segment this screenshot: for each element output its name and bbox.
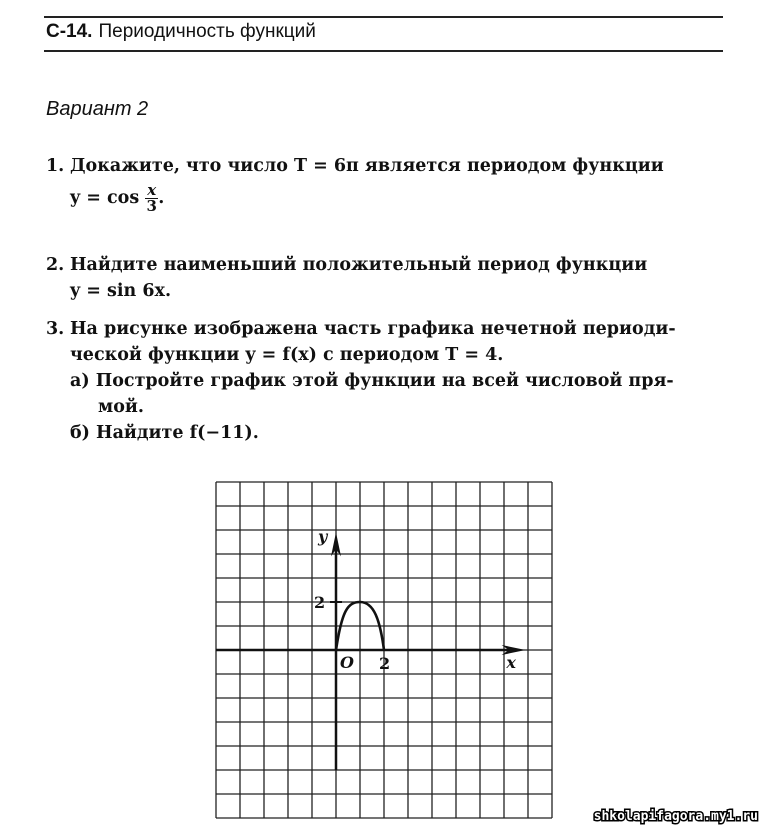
task-formula: y = cos $\frac{x}{3}$ .	[70, 181, 165, 215]
y-tick-label: 2	[314, 593, 326, 612]
task-number: 2.	[46, 255, 65, 275]
origin-label: O	[340, 653, 354, 672]
task-text: На рисунке изображена часть графика нечетной периоди-	[70, 319, 676, 339]
section-title: Периодичность функций	[98, 21, 316, 42]
task-text: ческой функции y = f(x) с периодом T = 4.	[70, 345, 504, 365]
x-axis-label: x	[506, 653, 516, 672]
subtask-a-cont: мой.	[98, 397, 144, 417]
y-axis-label: y	[318, 527, 328, 546]
fraction: $\frac{x}{3}$	[146, 181, 157, 215]
section-code: С-14.	[46, 21, 93, 42]
task-number: 3.	[46, 319, 65, 339]
task-formula: y = sin 6x.	[70, 281, 172, 301]
task-text: Докажите, что число T = 6π является периодом функции	[70, 156, 664, 176]
task-text: Найдите наименьший положительный период функции	[70, 255, 648, 275]
watermark: shkolapifagora.my1.ru	[593, 809, 758, 824]
x-tick-label: 2	[379, 654, 391, 673]
subtask-b: б) Найдите f(−11).	[70, 423, 259, 443]
task-number: 1.	[46, 156, 65, 176]
variant-title: Вариант 2	[46, 98, 149, 120]
subtask-a: а) Постройте график этой функции на всей числовой пря-	[70, 371, 674, 391]
